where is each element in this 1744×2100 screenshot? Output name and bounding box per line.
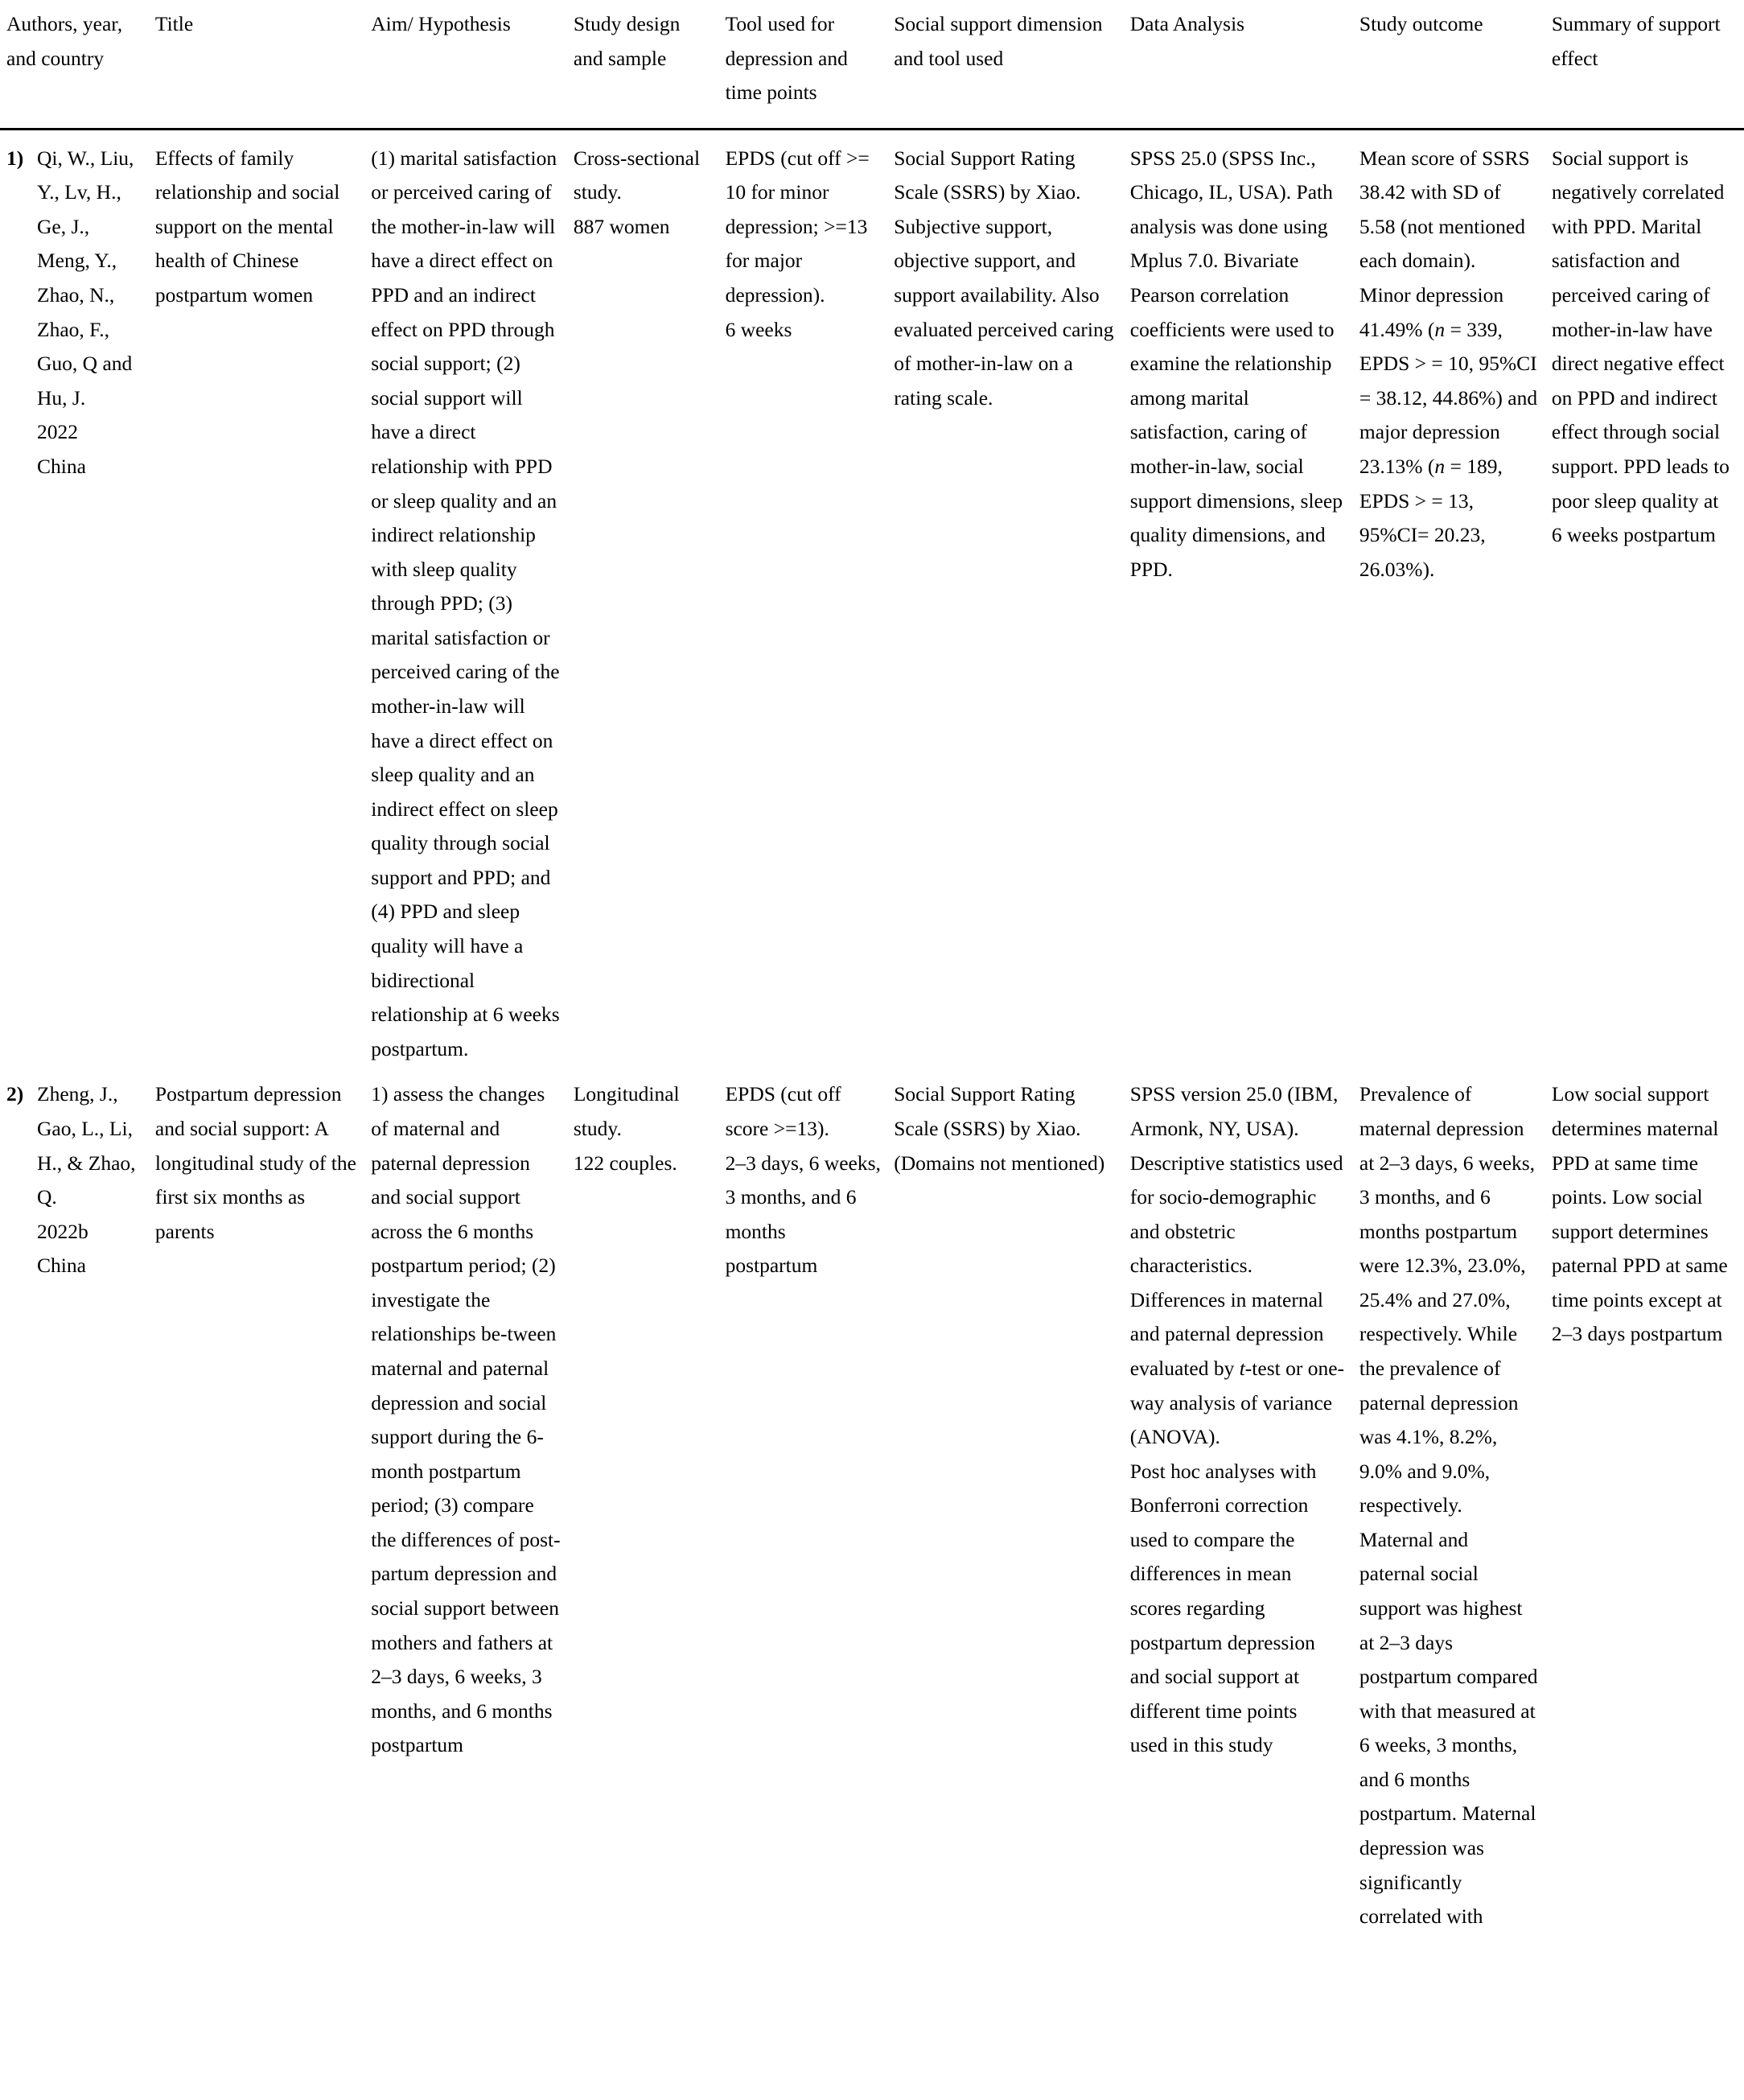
outcome-text-c: = 189, EPDS > = 13, 95%CI= 20.23, 26.03%). <box>1359 454 1503 581</box>
sample-size: 887 women <box>573 214 670 238</box>
analysis-posthoc: Post hoc analyses with Bonferroni correction used to compare the differences in mean scores regarding postpartum depression and social support at different time points <box>1129 1459 1317 1723</box>
design-type: Cross-sectional study. <box>573 146 701 204</box>
outcome-prevalence <box>1359 278 1539 587</box>
cell-data-analysis <box>1130 1066 1359 1933</box>
cell-depression-tool <box>726 1066 895 1933</box>
outcome-text-a: Minor depression 41.49% ( <box>1359 283 1504 341</box>
table-row <box>0 129 1744 1066</box>
cell-social-support-tool: Social Support Rating Scale (SSRS) by Xiao. Subjective support, objective support, and support availability. Also evaluated perceived caring of mother-in-law on a rating scale. <box>894 146 1114 410</box>
time-points-text: 6 weeks <box>725 317 792 341</box>
cell-aim: 1) assess the changes of maternal and paternal depression and social support across the 6 months postpartum period; (2) investigate the relationships be-tween maternal and paternal depression and social support during the 6-month postpartum period; (3) compare the differences of post-partum depression and social support between mothers and fathers at 2–3 days, 6 weeks, 3 months, and 6 months postpartum <box>371 1082 561 1757</box>
table-header-row <box>0 0 1744 129</box>
table-body <box>0 129 1744 1934</box>
outcome-mean-score: Mean score of SSRS 38.42 with SD of 5.58 (not mentioned each domain). <box>1359 146 1530 273</box>
cell-title: Postpartum depression and social support: A longitudinal study of the first six months as parents <box>154 1082 356 1243</box>
sample-size: 122 couples. <box>573 1151 677 1175</box>
stat-symbol-n: n <box>1434 317 1446 341</box>
cell-depression-tool <box>726 129 895 1066</box>
cell-aim: (1) marital satisfaction or perceived caring of the mother-in-law will have a direct effect on PPD and an indirect effect on PPD through social support; (2) social support will have a direct relationship with PPD or sleep quality and an indirect relationship with sleep quality through PPD; (3) marital satisfaction or perceived caring of the mother-in-law will have a direct effect on sleep quality and an indirect effect on sleep quality through social support and PPD; and (4) PPD and sleep quality will have a bidirectional relationship at 6 weeks postpartum. <box>371 146 560 1060</box>
column-header-aim: Aim/ Hypothesis <box>371 0 574 129</box>
column-header-support: Social support dimension and tool used <box>894 0 1130 129</box>
authors-text: Zheng, J., Gao, L., Li, H., & Zhao, Q. <box>37 1082 136 1209</box>
cell-title: Effects of family relationship and social support on the mental health of Chinese postpartum women <box>154 146 340 307</box>
year-text: 2022b <box>37 1219 88 1243</box>
depression-tool-text: EPDS (cut off score >=13). <box>725 1082 841 1140</box>
time-points-text: 2–3 days, 6 weeks, 3 months, and 6 months postpartum <box>725 1151 881 1278</box>
authors-text: Qi, W., Liu, Y., Lv, H., Ge, J., Meng, Y., Zhao, N., Zhao, F., Guo, Q and Hu, J. <box>37 146 134 410</box>
table-header <box>0 0 1744 129</box>
cell-authors-year-country <box>0 1066 155 1933</box>
cell-summary-support-effect: Social support is negatively correlated with PPD. Marital satisfaction and perceived caring of mother-in-law have direct negative effect on PPD and indirect effect through social support. PPD leads to poor sleep quality at 6 weeks postpartum <box>1551 146 1730 547</box>
country-text: China <box>37 1254 86 1278</box>
column-header-title: Title <box>155 0 371 129</box>
stat-symbol-n: n <box>1434 454 1446 478</box>
depression-tool-text: EPDS (cut off >= 10 for minor depression; >=13 for major depression). <box>725 146 870 307</box>
reference-number: 2) <box>6 1082 24 1106</box>
cell-study-outcome: Prevalence of maternal depression at 2–3 days, 6 weeks, 3 months, and 6 months postpartum were 12.3%, 23.0%, 25.4% and 27.0%, respectively. While the prevalence of paternal depression was 4.1%, 8.2%, 9.0% and 9.0%, respectively. Maternal and paternal social support was highest at 2–3 days postpartum compared with that measured at 6 weeks, 3 months, and 6 months postpartum. Maternal depression was significantly correlated with <box>1359 1082 1538 1929</box>
cell-study-design <box>574 1066 726 1933</box>
cell-study-outcome <box>1359 129 1552 1066</box>
analysis-descriptive <box>1130 1147 1347 1455</box>
analysis-software: SPSS version 25.0 (IBM, Armonk, NY, USA). <box>1129 1082 1339 1140</box>
column-header-tool: Tool used for depression and time points <box>726 0 895 129</box>
country-text: China <box>37 454 86 478</box>
analysis-text-a: Descriptive statistics used for socio-demographic and obstetric characteristics. Differences in maternal and paternal depression evaluated by <box>1129 1151 1343 1380</box>
design-type: Longitudinal study. <box>573 1082 680 1140</box>
stat-symbol-t: t <box>1239 1356 1245 1380</box>
cell-authors-year-country <box>0 129 155 1066</box>
outcome-text-b: = 339, EPDS > = 10, 95%CI = 38.12, 44.86%) and major depression 23.13% ( <box>1359 317 1538 478</box>
column-header-summary: Summary of support effect <box>1552 0 1744 129</box>
cell-summary-support-effect: Low social support determines maternal PPD at same time points. Low social support determines paternal PPD at same time points except at 2–3 days postpartum <box>1551 1082 1728 1346</box>
column-header-design: Study design and sample <box>574 0 726 129</box>
cell-social-support-tool: Social Support Rating Scale (SSRS) by Xiao. (Domains not mentioned) <box>894 1082 1105 1175</box>
column-header-analysis: Data Analysis <box>1130 0 1359 129</box>
analysis-note: used in this study <box>1129 1733 1273 1757</box>
cell-data-analysis: SPSS 25.0 (SPSS Inc., Chicago, IL, USA). Path analysis was done using Mplus 7.0. Bivariate Pearson correlation coefficients were used to examine the relationship among marital satisfaction, caring of mother-in-law, social support dimensions, sleep quality dimensions, and PPD. <box>1129 146 1343 581</box>
analysis-text-b: -test or one-way analysis of variance (ANOVA). <box>1129 1356 1345 1449</box>
column-header-outcome: Study outcome <box>1359 0 1552 129</box>
reference-number: 1) <box>6 146 24 170</box>
table-row <box>0 1066 1744 1933</box>
year-text: 2022 <box>37 420 78 444</box>
cell-study-design <box>574 129 726 1066</box>
column-header-authors: Authors, year, and country <box>0 0 155 129</box>
